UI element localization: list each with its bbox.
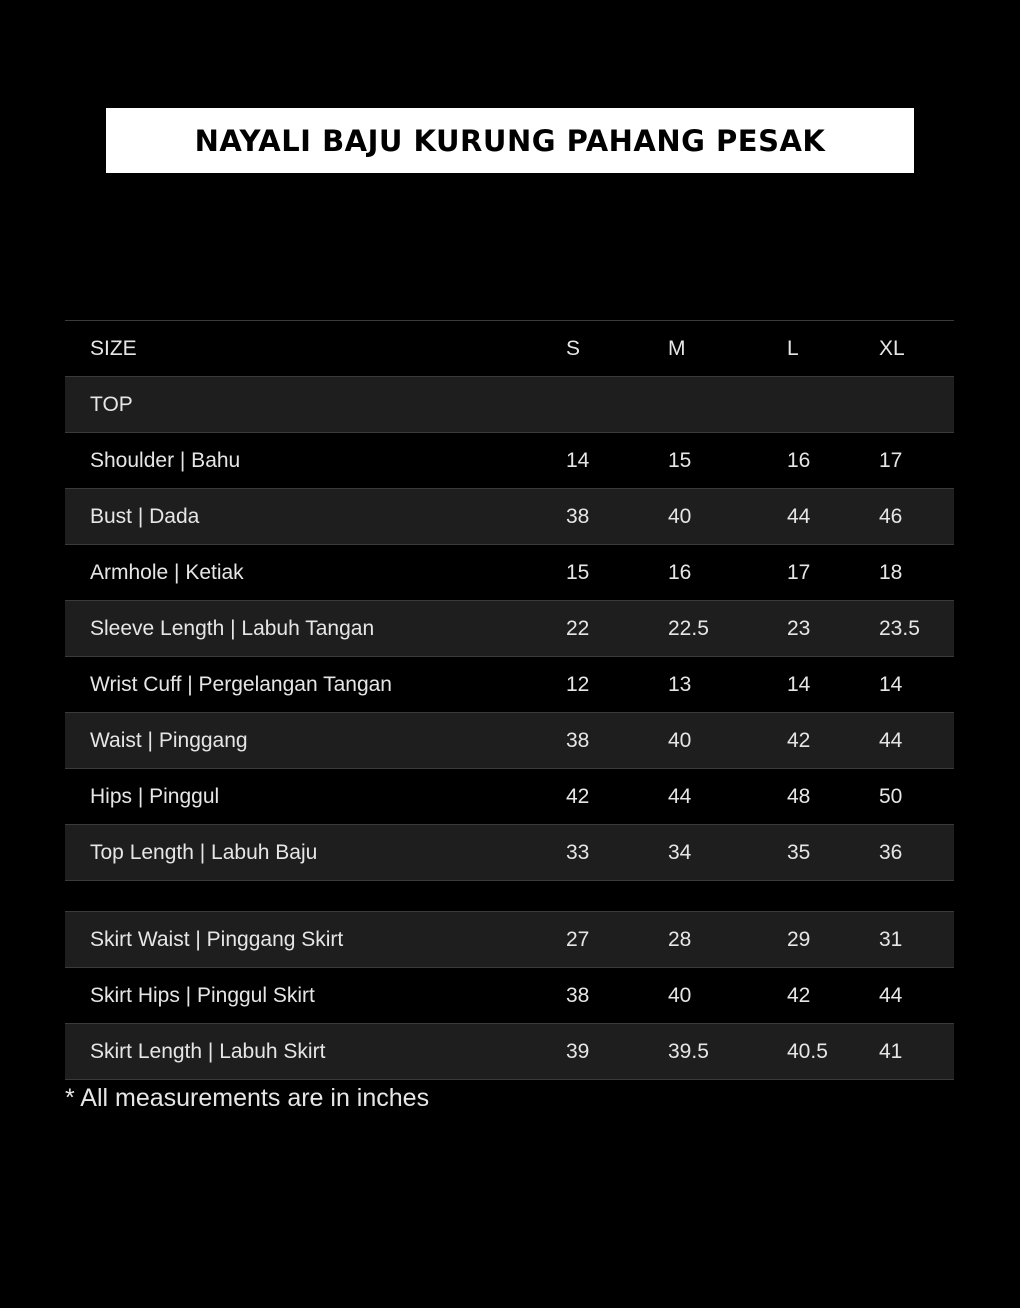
size-value: 12 [566,673,590,696]
table-row [65,601,954,657]
table-row [65,769,954,825]
size-value: M [668,337,686,360]
table-row [65,1024,954,1080]
size-value: 16 [668,561,692,584]
row-label: Armhole | Ketiak [90,561,244,584]
size-value: 15 [566,561,590,584]
table-row [65,433,954,489]
section-spacer [65,881,954,912]
size-value: 40 [668,729,692,752]
size-value: 48 [787,785,811,808]
row-label: Hips | Pinggul [90,785,220,808]
size-value: 14 [787,673,811,696]
size-value: 15 [668,449,692,472]
size-value: 40 [668,984,692,1007]
size-value: 14 [566,449,590,472]
size-value: 44 [787,505,811,528]
size-value: 34 [668,841,692,864]
size-value: 23.5 [879,617,920,640]
row-label: Wrist Cuff | Pergelangan Tangan [90,673,392,696]
table-row [65,825,954,881]
size-value: 31 [879,928,903,951]
table-row [65,912,954,968]
size-value: 33 [566,841,590,864]
row-label: Bust | Dada [90,505,200,528]
size-value: 50 [879,785,903,808]
table-row [65,489,954,545]
size-value: 39.5 [668,1040,709,1063]
row-label: Skirt Length | Labuh Skirt [90,1040,326,1063]
size-value: 44 [879,984,903,1007]
table-row [65,713,954,769]
size-value: 42 [787,984,811,1007]
row-label: SIZE [90,337,137,360]
size-value: 38 [566,505,590,528]
size-value: 41 [879,1040,903,1063]
size-value: 39 [566,1040,590,1063]
section-header [65,377,954,433]
title-banner [106,108,914,173]
size-value: 29 [787,928,811,951]
size-value: 18 [879,561,903,584]
table-row [65,968,954,1024]
page-title: NAYALI BAJU KURUNG PAHANG PESAK [194,123,826,158]
size-value: 28 [668,928,692,951]
size-value: 38 [566,984,590,1007]
size-chart-table [65,320,954,1080]
size-value: 40.5 [787,1040,828,1063]
size-value: 16 [787,449,811,472]
footnote: * All measurements are in inches [65,1084,430,1112]
size-value: 38 [566,729,590,752]
size-value: XL [879,337,905,360]
table-row [65,657,954,713]
row-label: Skirt Hips | Pinggul Skirt [90,984,315,1007]
size-value: 14 [879,673,903,696]
row-label: Shoulder | Bahu [90,449,241,472]
size-value: 27 [566,928,590,951]
size-value: 22.5 [668,617,709,640]
size-value: 44 [668,785,692,808]
row-label: Top Length | Labuh Baju [90,841,318,864]
size-value: 17 [879,449,903,472]
size-value: 13 [668,673,692,696]
size-value: 40 [668,505,692,528]
size-value: S [566,337,581,360]
size-value: L [787,337,799,360]
size-value: 22 [566,617,590,640]
size-value: 23 [787,617,811,640]
size-value: 36 [879,841,903,864]
row-label: Sleeve Length | Labuh Tangan [90,617,375,640]
row-label: Waist | Pinggang [90,729,248,752]
size-value: 17 [787,561,811,584]
size-value: 46 [879,505,903,528]
table-row [65,545,954,601]
row-label: TOP [90,393,133,416]
row-label: Skirt Waist | Pinggang Skirt [90,928,344,951]
table-header [65,321,954,377]
size-value: 44 [879,729,903,752]
size-value: 35 [787,841,811,864]
size-value: 42 [566,785,590,808]
size-value: 42 [787,729,811,752]
